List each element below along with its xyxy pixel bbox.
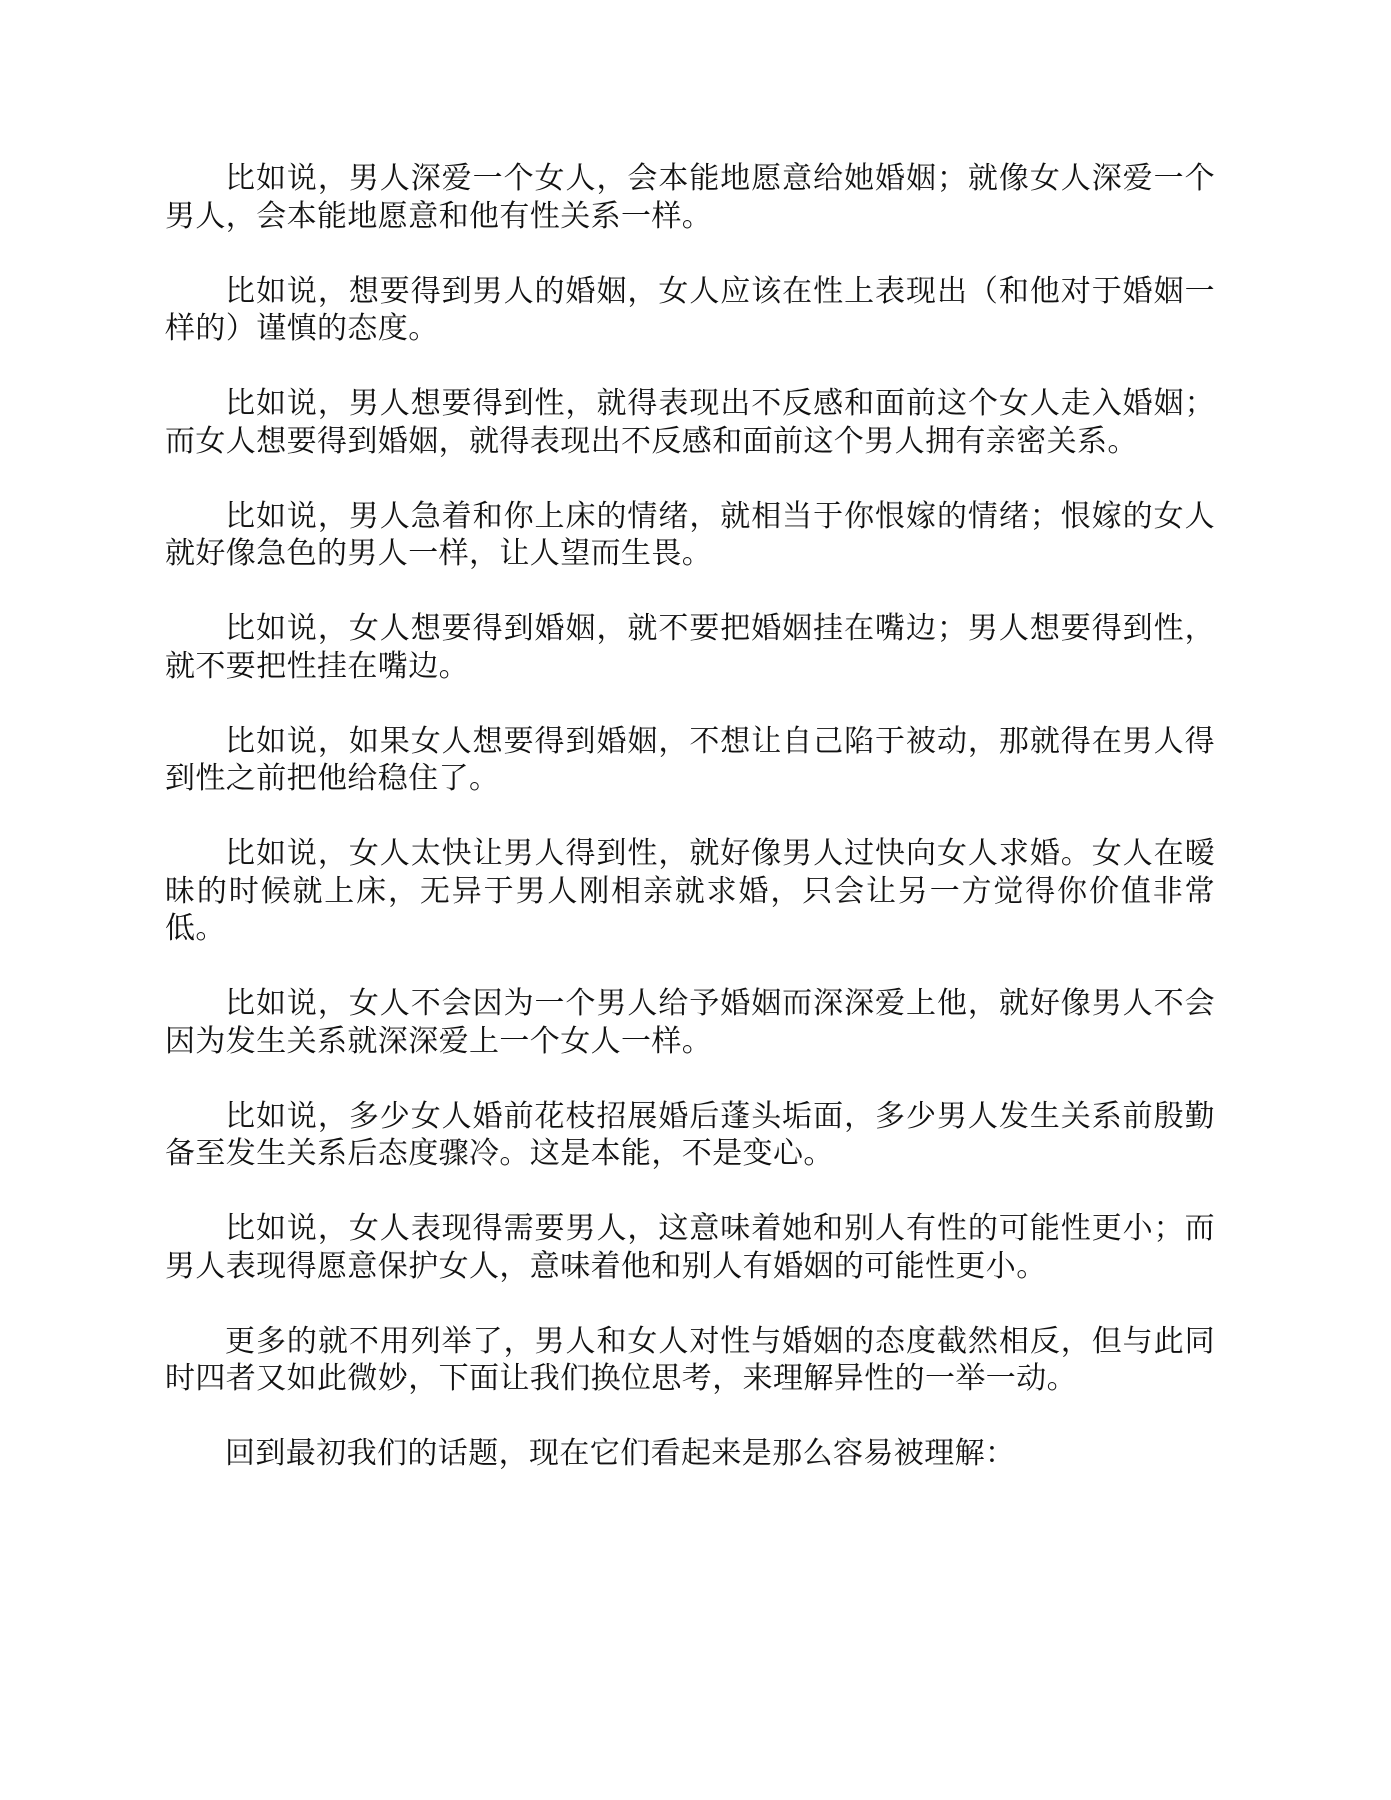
- paragraph-2: 比如说，想要得到男人的婚姻，女人应该在性上表现出（和他对于婚姻一样的）谨慎的态度。: [165, 273, 1215, 346]
- paragraph-1: 比如说，男人深爱一个女人，会本能地愿意给她婚姻；就像女人深爱一个男人，会本能地愿意和他有性关系一样。: [165, 161, 1215, 234]
- paragraph-11: 更多的就不用列举了，男人和女人对性与婚姻的态度截然相反，但与此同时四者又如此微妙，下面让我们换位思考，来理解异性的一举一动。: [165, 1323, 1215, 1396]
- paragraph-6: 比如说，如果女人想要得到婚姻，不想让自己陷于被动，那就得在男人得到性之前把他给稳住了。: [165, 723, 1215, 796]
- paragraph-7: 比如说，女人太快让男人得到性，就好像男人过快向女人求婚。女人在暧昧的时候就上床，无异于男人刚相亲就求婚，只会让另一方觉得你价值非常低。: [165, 836, 1215, 946]
- paragraph-10: 比如说，女人表现得需要男人，这意味着她和别人有性的可能性更小；而男人表现得愿意保护女人，意味着他和别人有婚姻的可能性更小。: [165, 1211, 1215, 1284]
- paragraph-8: 比如说，女人不会因为一个男人给予婚姻而深深爱上他，就好像男人不会因为发生关系就深深爱上一个女人一样。: [165, 986, 1215, 1059]
- paragraph-5: 比如说，女人想要得到婚姻，就不要把婚姻挂在嘴边；男人想要得到性，就不要把性挂在嘴边。: [165, 611, 1215, 684]
- paragraph-9: 比如说，多少女人婚前花枝招展婚后蓬头垢面，多少男人发生关系前殷勤备至发生关系后态度骤冷。这是本能，不是变心。: [165, 1098, 1215, 1171]
- paragraph-4: 比如说，男人急着和你上床的情绪，就相当于你恨嫁的情绪；恨嫁的女人就好像急色的男人一样，让人望而生畏。: [165, 498, 1215, 571]
- document-body: [165, 160, 1215, 1473]
- paragraph-12: 回到最初我们的话题，现在它们看起来是那么容易被理解：: [225, 1436, 1016, 1471]
- paragraph-3: 比如说，男人想要得到性，就得表现出不反感和面前这个女人走入婚姻；而女人想要得到婚姻，就得表现出不反感和面前这个男人拥有亲密关系。: [165, 386, 1215, 459]
